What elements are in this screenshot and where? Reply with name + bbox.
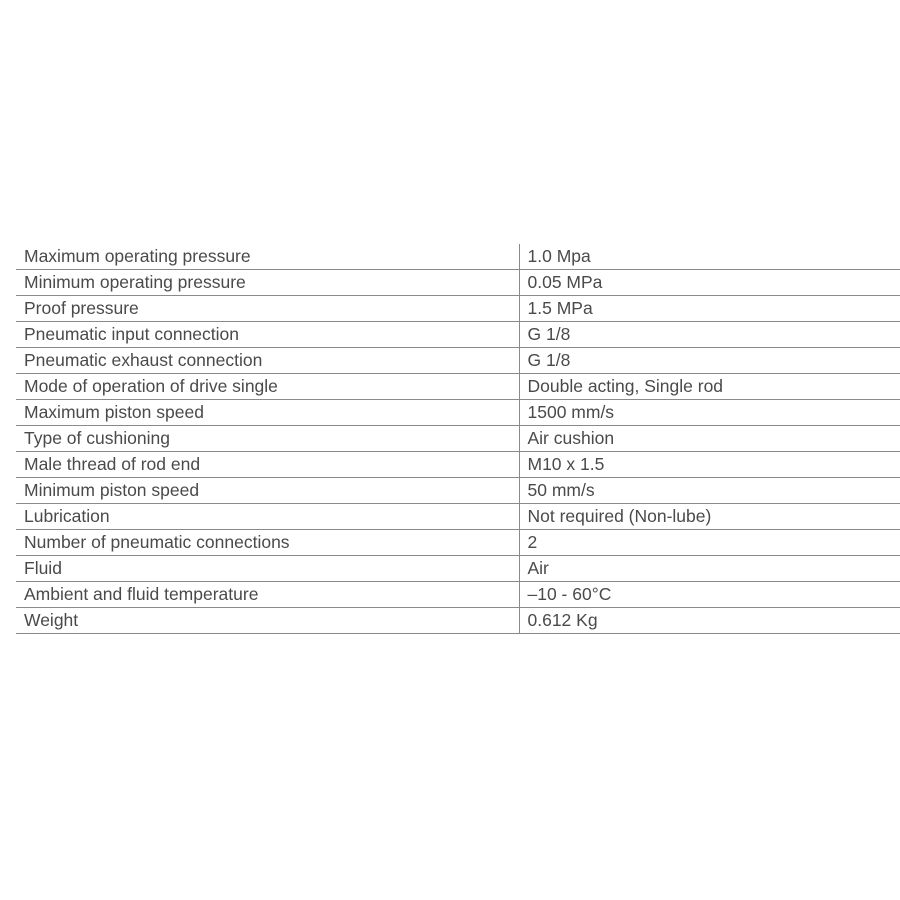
spec-value: 0.612 Kg	[519, 608, 900, 634]
spec-label: Mode of operation of drive single	[16, 374, 519, 400]
spec-value: G 1/8	[519, 322, 900, 348]
spec-label: Number of pneumatic connections	[16, 530, 519, 556]
spec-value: G 1/8	[519, 348, 900, 374]
spec-label: Male thread of rod end	[16, 452, 519, 478]
table-row	[16, 452, 900, 478]
table-row	[16, 426, 900, 452]
spec-label: Pneumatic input connection	[16, 322, 519, 348]
spec-label: Minimum piston speed	[16, 478, 519, 504]
spec-value: Air	[519, 556, 900, 582]
spec-value: 1500 mm/s	[519, 400, 900, 426]
spec-label: Proof pressure	[16, 296, 519, 322]
spec-label: Fluid	[16, 556, 519, 582]
spec-label: Lubrication	[16, 504, 519, 530]
table-row	[16, 270, 900, 296]
spec-value: Not required (Non-lube)	[519, 504, 900, 530]
spec-label: Maximum operating pressure	[16, 244, 519, 270]
spec-label: Ambient and fluid temperature	[16, 582, 519, 608]
spec-value: 1.5 MPa	[519, 296, 900, 322]
spec-value: –10 - 60°C	[519, 582, 900, 608]
table-row	[16, 530, 900, 556]
spec-value: Double acting, Single rod	[519, 374, 900, 400]
table-row	[16, 322, 900, 348]
spec-label: Maximum piston speed	[16, 400, 519, 426]
spec-value: 50 mm/s	[519, 478, 900, 504]
spec-value: 1.0 Mpa	[519, 244, 900, 270]
table-row	[16, 478, 900, 504]
table-row	[16, 296, 900, 322]
table-row	[16, 348, 900, 374]
spec-table	[16, 244, 900, 634]
spec-value: M10 x 1.5	[519, 452, 900, 478]
table-row	[16, 608, 900, 634]
table-row	[16, 582, 900, 608]
spec-label: Minimum operating pressure	[16, 270, 519, 296]
spec-value: Air cushion	[519, 426, 900, 452]
table-row	[16, 400, 900, 426]
table-row	[16, 556, 900, 582]
spec-table-body	[16, 244, 900, 634]
spec-label: Pneumatic exhaust connection	[16, 348, 519, 374]
table-row	[16, 504, 900, 530]
spec-value: 2	[519, 530, 900, 556]
spec-value: 0.05 MPa	[519, 270, 900, 296]
spec-label: Weight	[16, 608, 519, 634]
spec-label: Type of cushioning	[16, 426, 519, 452]
table-row	[16, 244, 900, 270]
table-row	[16, 374, 900, 400]
